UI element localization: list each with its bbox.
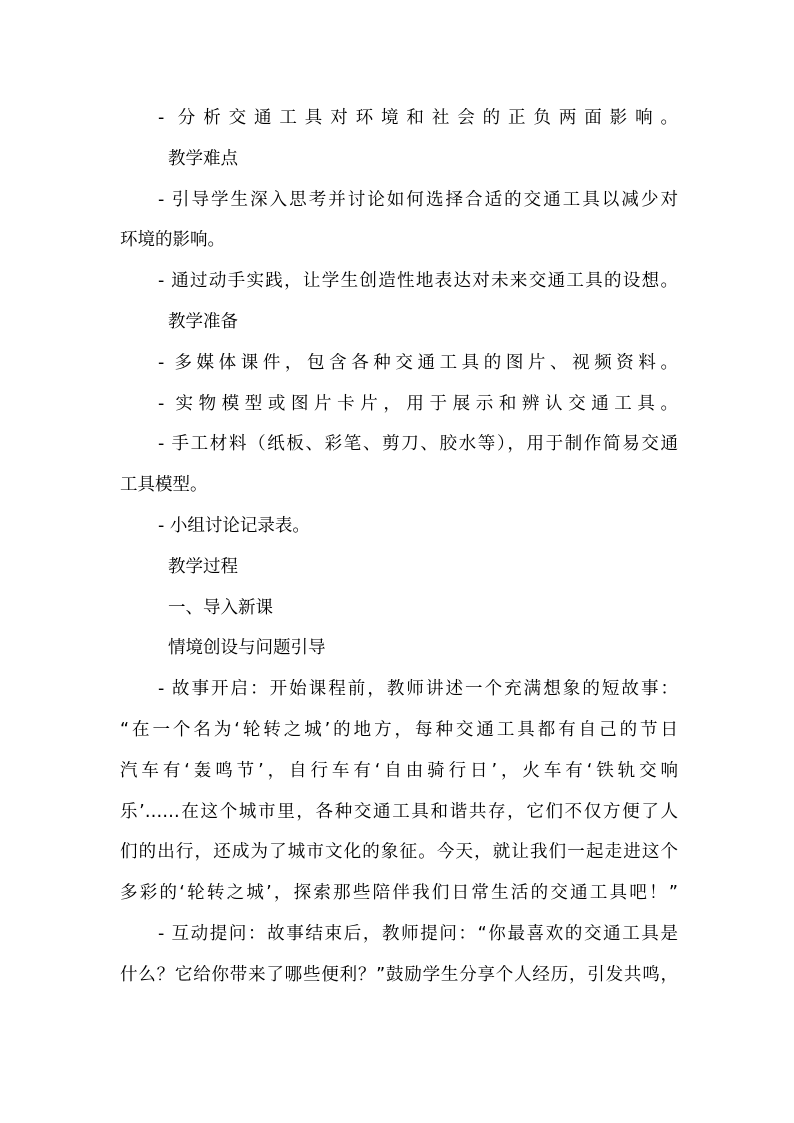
- paragraph-line: - 引导学生深入思考并讨论如何选择合适的交通工具以减少对: [158, 189, 678, 210]
- paragraph-line: - 手工材料（纸板、彩笔、剪刀、胶水等），用于制作简易交通: [158, 434, 678, 455]
- paragraph-line: - 实物模型或图片卡片，用于展示和辨认交通工具。: [158, 393, 678, 414]
- section-heading-teaching-difficulties: 教学难点: [168, 148, 238, 169]
- paragraph-line: 乐’……在这个城市里，各种交通工具和谐共存，它们不仅方便了人: [120, 801, 678, 822]
- paragraph-line: - 多媒体课件，包含各种交通工具的图片、视频资料。: [158, 352, 678, 373]
- section-heading-teaching-process: 教学过程: [168, 556, 238, 577]
- paragraph-line: - 通过动手实践，让学生创造性地表达对未来交通工具的设想。: [158, 271, 678, 292]
- section-heading-scenario: 情境创设与问题引导: [168, 638, 326, 659]
- paragraph-line: - 小组讨论记录表。: [158, 515, 310, 536]
- paragraph-line: 多彩的‘轮转之城’，探索那些陪伴我们日常生活的交通工具吧！”: [120, 883, 678, 904]
- paragraph-line: - 分析交通工具对环境和社会的正负两面影响。: [158, 108, 678, 128]
- paragraph-line: 汽车有‘轰鸣节’，自行车有‘自由骑行日’，火车有‘铁轨交响: [120, 760, 678, 781]
- paragraph-line: “在一个名为‘轮转之城’的地方，每种交通工具都有自己的节日: [120, 719, 678, 740]
- document-body: [120, 98, 678, 996]
- paragraph-line: 们的出行，还成为了城市文化的象征。今天，就让我们一起走进这个: [120, 842, 678, 863]
- paragraph-line: 工具模型。: [120, 475, 208, 496]
- paragraph-line: - 故事开启：开始课程前，教师讲述一个充满想象的短故事：: [158, 679, 678, 700]
- section-heading-introduction: 一、导入新课: [168, 597, 273, 618]
- paragraph-line: - 互动提问：故事结束后，教师提问：“你最喜欢的交通工具是: [158, 923, 678, 944]
- section-heading-teaching-preparation: 教学准备: [168, 311, 238, 332]
- paragraph-line: 环境的影响。: [120, 230, 225, 251]
- paragraph-line: 什么？它给你带来了哪些便利？”鼓励学生分享个人经历，引发共鸣，: [120, 964, 678, 985]
